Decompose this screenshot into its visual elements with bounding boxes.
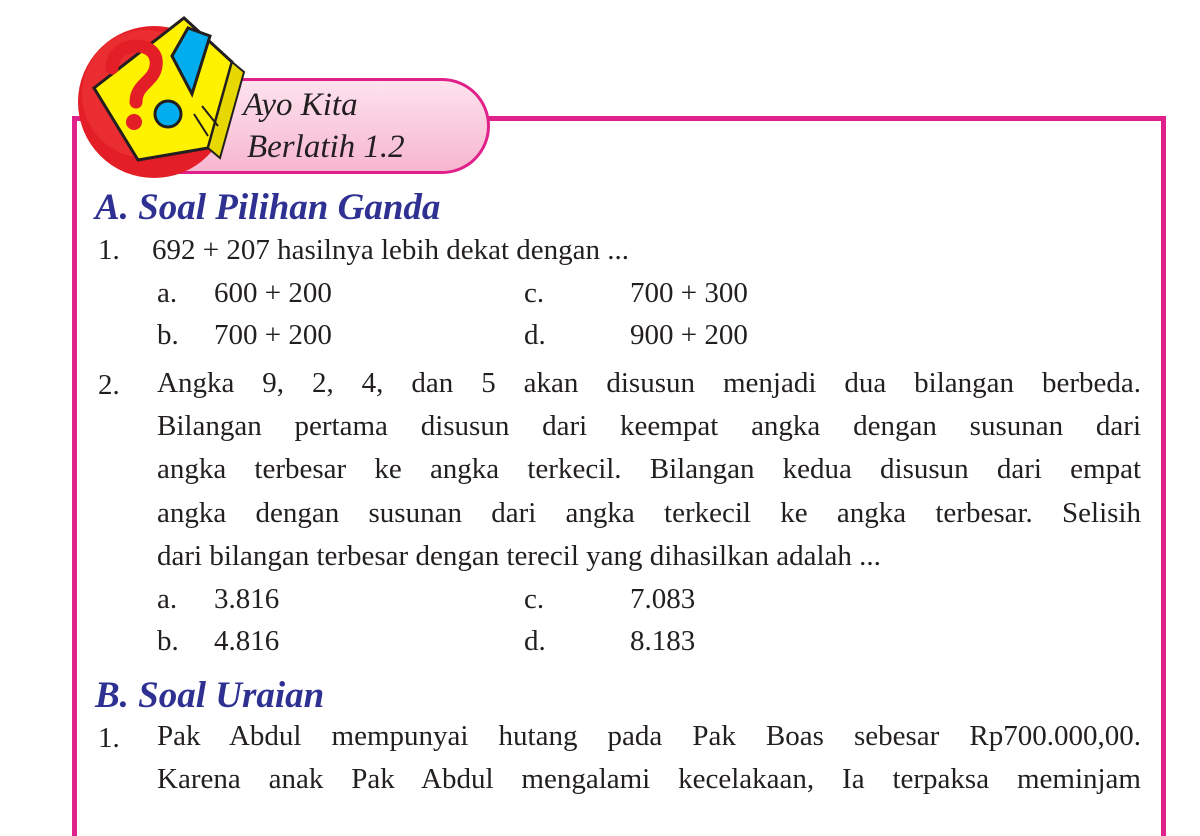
question-line: Angka 9, 2, 4, dan 5 akan disusun menjadi dua bilangan berbeda. xyxy=(157,367,1141,399)
question-line: dari bilangan terbesar dengan terecil yang dihasilkan adalah ... xyxy=(157,540,881,572)
option-letter: d. xyxy=(524,625,546,657)
option-value: 600 + 200 xyxy=(214,277,332,309)
title-line-2: Berlatih 1.2 xyxy=(247,129,405,165)
question-number: 1. xyxy=(98,722,120,754)
option-letter: a. xyxy=(157,583,178,615)
option-value: 900 + 200 xyxy=(630,319,748,351)
question-line: Pak Abdul mempunyai hutang pada Pak Boas sebesar Rp700.000,00. xyxy=(157,720,1141,752)
question-exclamation-icon xyxy=(76,10,248,182)
question-line: angka dengan susunan dari angka terkecil ke angka terbesar. Selisih xyxy=(157,497,1141,529)
option-value: 4.816 xyxy=(214,625,280,657)
option-value: 8.183 xyxy=(630,625,696,657)
question-line: Bilangan pertama disusun dari keempat angka dengan susunan dari xyxy=(157,410,1141,442)
option-letter: b. xyxy=(157,625,179,657)
option-letter: a. xyxy=(157,277,178,309)
option-value: 700 + 300 xyxy=(630,277,748,309)
option-letter: b. xyxy=(157,319,179,351)
section-a-heading: A. Soal Pilihan Ganda xyxy=(95,187,441,228)
question-line: Karena anak Pak Abdul mengalami kecelakaan, Ia terpaksa meminjam xyxy=(157,763,1141,795)
title-line-1: Ayo Kita xyxy=(243,87,358,123)
option-letter: d. xyxy=(524,319,546,351)
option-value: 700 + 200 xyxy=(214,319,332,351)
exercise-title xyxy=(243,84,483,168)
question-number: 2. xyxy=(98,369,120,401)
option-letter: c. xyxy=(524,277,545,309)
option-value: 7.083 xyxy=(630,583,696,615)
option-value: 3.816 xyxy=(214,583,280,615)
question-number: 1. xyxy=(98,234,120,266)
option-letter: c. xyxy=(524,583,545,615)
question-text: 692 + 207 hasilnya lebih dekat dengan ... xyxy=(152,234,630,266)
section-b-heading: B. Soal Uraian xyxy=(95,675,325,716)
question-line: angka terbesar ke angka terkecil. Bilangan kedua disusun dari empat xyxy=(157,453,1141,485)
